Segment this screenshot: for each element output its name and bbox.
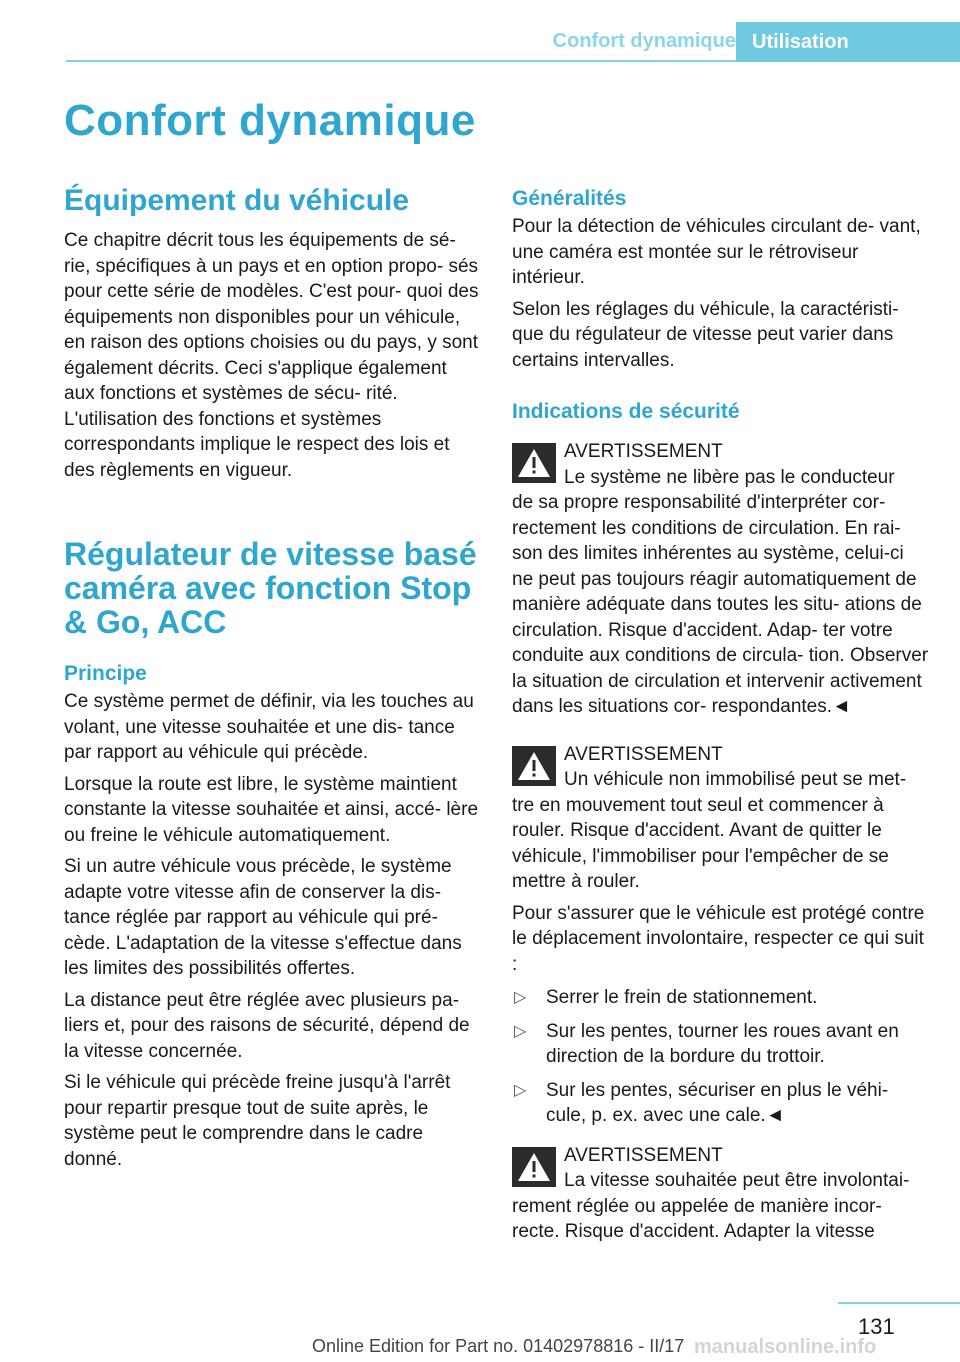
heading-securite: Indications de sécurité xyxy=(512,400,740,423)
page-title: Confort dynamique xyxy=(64,96,476,145)
heading-equipement: Équipement du véhicule xyxy=(64,184,410,217)
warning-first-line: Un véhicule non immobilisé peut se met‐ xyxy=(564,769,907,790)
edition-note: Online Edition for Part no. 01402978816 - II/17 xyxy=(312,1336,685,1356)
header-chapter-tab[interactable]: Utilisation xyxy=(736,22,960,62)
warning-label: AVERTISSEMENT xyxy=(564,743,723,765)
paragraph-principe-3: Si un autre véhicule vous précède, le système adapte votre vitesse afin de conserver la dis‐ tance réglée par rapport au véhicule qui pré‐ cède. L'adaptation de la vitesse s'effectue dans les limites des possibilités offertes. xyxy=(64,856,462,979)
warning-text: de sa propre responsabilité d'interpréter cor‐ rectement les conditions de circulation. En rai‐ son des limites inhérentes au système, celui-ci ne peut pas toujours réagir automatiquement de manière adéquate dans toutes les situ‐ ations de circulation. Risque d'accident. Adap‐ ter votre conduite aux conditions de circula‐ tion. Observer la situation de circulation et intervenir activement dans les situations cor‐ respondantes.◄ xyxy=(512,492,929,717)
paragraph-generalites-2: Selon les réglages du véhicule, la caractéristi‐ que du régulateur de vitesse peut varier dans certains intervalles. xyxy=(512,298,899,371)
warning-block-1 xyxy=(512,439,930,720)
heading-principe: Principe xyxy=(64,662,147,685)
warning-label: AVERTISSEMENT xyxy=(564,1144,723,1166)
paragraph-principe-1: Ce système permet de définir, via les touches au volant, une vitesse souhaitée et une dis‐ tance par rapport au véhicule qui précède. xyxy=(64,691,474,763)
triangle-bullet-icon: ▷ xyxy=(514,1022,527,1040)
warning-first-line: La vitesse souhaitée peut être involontai‐ xyxy=(564,1170,910,1191)
warning-first-line: Le système ne libère pas le conducteur xyxy=(564,466,895,488)
right-column xyxy=(512,186,930,1251)
list-item: ▷ Sur les pentes, sécuriser en plus le véhi‐ cule, p. ex. avec une cale.◄ xyxy=(514,1079,889,1126)
paragraph-generalites-1: Pour la détection de véhicules circulant de‐ vant, une caméra est montée sur le rétroviseur intérieur. xyxy=(512,216,921,288)
warning-triangle-icon xyxy=(512,746,556,786)
page-header xyxy=(66,22,960,60)
warning-triangle-icon xyxy=(512,443,556,483)
warning-block-2 xyxy=(512,742,930,895)
paragraph-principe-5: Si le véhicule qui précède freine jusqu'à l'arrêt pour repartir presque tout de suite après, le système peut le comprendre dans le cadre donné. xyxy=(64,1072,451,1170)
footer-rule xyxy=(838,1302,960,1304)
precaution-list xyxy=(512,985,930,1129)
paragraph-principe-4: La distance peut être réglée avec plusieurs pa‐ liers et, pour des raisons de sécurité, dépend de la vitesse concernée. xyxy=(64,989,470,1062)
heading-generalites: Généralités xyxy=(512,187,627,210)
page-number: 131 xyxy=(858,1314,895,1339)
heading-acc: Régulateur de vitesse basé caméra avec fonction Stop & Go, ACC xyxy=(64,536,477,640)
warning-label: AVERTISSEMENT xyxy=(564,441,723,462)
header-section-tab[interactable]: Confort dynamique xyxy=(552,30,736,52)
warning-block-3 xyxy=(512,1143,930,1245)
paragraph-equipement: Ce chapitre décrit tous les équipements de sé‐ rie, spécifiques à un pays et en option propo‐ sés pour cette série de modèles. C'est pour‐ quoi des équipements non disponibles pour un véhicule, en raison des options choisies ou du pays, y sont également décrits. Ceci s'applique également aux fonctions et systèmes de sécu‐ rité. L'utilisation des fonctions et systèmes correspondants implique le respect des lois et des règlements en vigueur. xyxy=(64,230,479,481)
left-column xyxy=(64,184,482,1178)
triangle-bullet-icon: ▷ xyxy=(514,989,527,1006)
warning-triangle-icon xyxy=(512,1147,556,1187)
watermark: manualsonline.info xyxy=(694,1336,877,1358)
paragraph-principe-2: Lorsque la route est libre, le système maintient constante la vitesse souhaitée et ainsi, accé‐ lère ou freine le véhicule automatiquement. xyxy=(64,773,479,846)
warning-text: rement réglée ou appelée de manière incor‐ recte. Risque d'accident. Adapter la vitesse xyxy=(512,1195,882,1242)
warning-text: tre en mouvement tout seul et commencer à rouler. Risque d'accident. Avant de quitter le véhicule, l'immobiliser pour l'empêcher de se mettre à rouler. xyxy=(512,794,889,892)
list-item: ▷ Serrer le frein de stationnement. xyxy=(512,985,930,1011)
list-item: ▷ Sur les pentes, tourner les roues avant en direction de la bordure du trottoir. xyxy=(514,1020,899,1067)
triangle-bullet-icon: ▷ xyxy=(514,1081,527,1099)
paragraph-assurer: Pour s'assurer que le véhicule est protégé contre le déplacement involontaire, respecter ce qui suit : xyxy=(512,902,925,975)
